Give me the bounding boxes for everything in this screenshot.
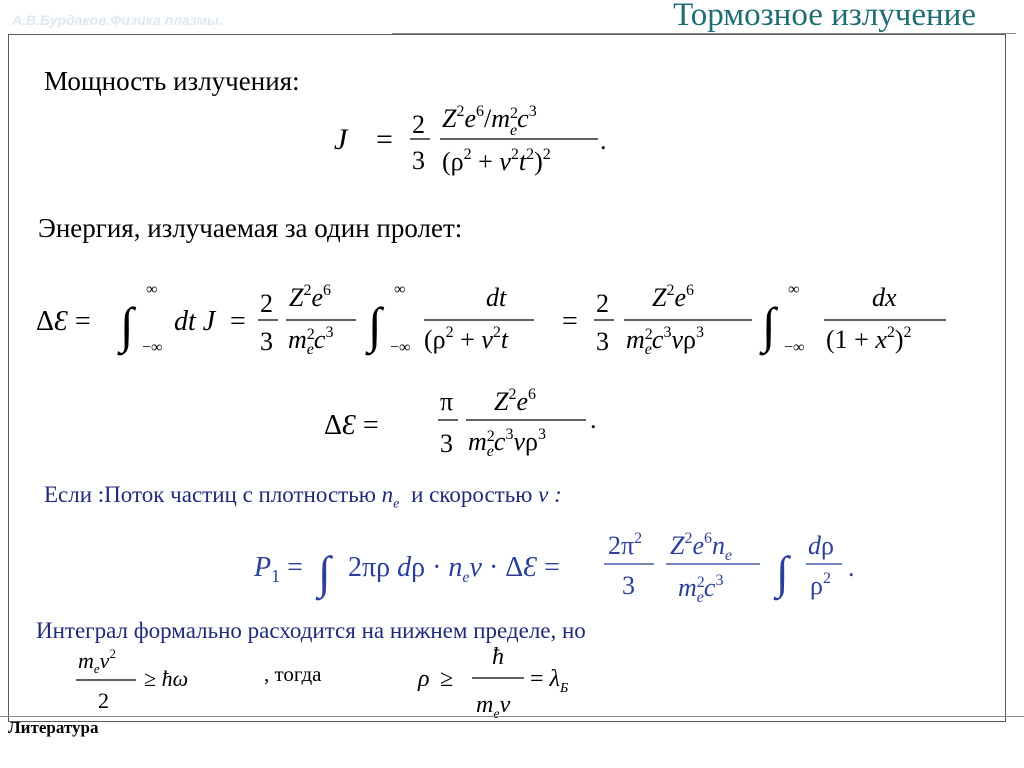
svg-text:Z2e6ne: $Z^2e^6n_e$ (670, 530, 733, 564)
svg-text:ħ: ħ (492, 644, 504, 670)
svg-text:(1 + x2)2: $(1 + x^2)^2$ (826, 324, 912, 354)
label-flux (44, 482, 562, 513)
label-then: , тогда (264, 662, 322, 686)
svg-text:P1 =: $P_1$ = (254, 552, 303, 586)
svg-text:(ρ2 + v2t: ($\rho^2 + v^2t$ (424, 324, 509, 354)
svg-text:∞: ∞ (394, 281, 406, 298)
svg-text:∫: ∫ (762, 297, 776, 353)
svg-text:−∞: −∞ (142, 339, 163, 356)
svg-text:3: 3 (596, 327, 609, 356)
svg-text:2: 2 (98, 688, 109, 713)
svg-text:(ρ2 + v2t2)2: $(\rho^2 + v^2t^2)^2$ (442, 146, 551, 176)
svg-text:Z2e6: $Z^2e^6$ (289, 282, 332, 312)
svg-text:3: 3 (260, 327, 273, 356)
svg-text:∫: ∫ (776, 547, 789, 598)
svg-text:∞: ∞ (146, 281, 158, 298)
svg-text:.: . (590, 405, 597, 434)
svg-text:m2ec3vρ3: $m^2$ $ec^3v\rho^3$ (626, 324, 704, 358)
svg-text:≥: ≥ (440, 666, 454, 692)
svg-text:m2ec3vρ3: $m^2$ $ec^3v\rho^3$ (468, 426, 546, 460)
svg-text:3: 3 (622, 571, 635, 600)
svg-text:J: J (334, 123, 348, 156)
formula-debroglie (416, 640, 616, 722)
label-flux-prefix: Если :Поток частиц с плотностью (44, 482, 376, 507)
label-energy: Энергия, излучаемая за один пролет: (38, 213, 463, 243)
svg-text:∫: ∫ (318, 547, 331, 598)
svg-text:2πρ dρ · nev · ΔƐ =: 2πρ $d\rho \cdot n_ev$ · ΔƐ = (348, 552, 560, 586)
svg-text:mev: $m_ev$ (476, 692, 511, 722)
author-header: А.В.Бурдаков.Физика плазмы. (12, 12, 223, 28)
svg-text:= λБ: = $\lambda_Б$ (530, 666, 569, 696)
formula-energy (34, 272, 964, 362)
svg-text:ρ2: $\rho^2$ (810, 570, 831, 600)
svg-text:∫: ∫ (368, 297, 382, 353)
svg-text:ΔƐ =: ΔƐ = (324, 410, 379, 441)
svg-text:π: π (440, 387, 454, 416)
svg-text:m2ec3: $m^2$ $ec^3$ (678, 572, 724, 606)
svg-text:.: . (848, 553, 855, 582)
label-flux-n: n (381, 482, 394, 507)
svg-text:=: = (230, 306, 246, 337)
svg-text:−∞: −∞ (784, 339, 805, 356)
label-diverges: Интеграл формально расходится на нижнем пределе, но (36, 618, 586, 643)
formula-condition (74, 642, 244, 722)
svg-text:Z2e6/m2ec3: $Z^2e^6/m^2$ $ec^3$ (442, 103, 537, 139)
svg-text:dρ: dρ (808, 531, 834, 560)
svg-text:3: 3 (440, 429, 453, 458)
svg-text:2: 2 (412, 110, 425, 139)
svg-text:Z2e6: $Z^2e^6$ (494, 386, 537, 416)
slide-title: Тормозное излучение (673, 0, 976, 33)
formula-p1 (252, 522, 872, 612)
svg-text:=: = (562, 306, 578, 337)
label-flux-v: v : (538, 482, 562, 507)
svg-text:∫: ∫ (120, 297, 134, 353)
label-flux-e: e (393, 496, 400, 512)
svg-text:≥ ħω: ≥ ħω (144, 666, 189, 691)
svg-text:2: 2 (260, 289, 273, 318)
svg-text:=: = (376, 123, 393, 156)
svg-text:−∞: −∞ (390, 339, 411, 356)
formula-power (330, 95, 620, 185)
svg-text:3: 3 (412, 146, 425, 175)
svg-text:2π2: $2\pi^2$ (608, 530, 643, 560)
svg-text:dt: dt (486, 283, 507, 312)
svg-text:dt J: dt J (174, 306, 216, 337)
svg-text:Z2e6: $Z^2e^6$ (652, 282, 695, 312)
label-power: Мощность излучения: (44, 66, 300, 96)
formula-energy-result (322, 380, 612, 470)
label-flux-mid: и скоростью (411, 482, 533, 507)
literature-label: Литература (8, 718, 99, 737)
svg-text:.: . (600, 126, 607, 155)
svg-text:ΔƐ =: ΔƐ = (36, 306, 91, 337)
svg-text:∞: ∞ (788, 281, 800, 298)
bottom-divider (0, 716, 1024, 717)
svg-text:mev2: $m_ev^2$ (78, 646, 116, 676)
svg-text:dx: dx (872, 283, 897, 312)
svg-text:m2ec3: $m^2$ $ec^3$ (288, 324, 334, 358)
svg-text:ρ: ρ (418, 666, 430, 692)
svg-text:2: 2 (596, 289, 609, 318)
